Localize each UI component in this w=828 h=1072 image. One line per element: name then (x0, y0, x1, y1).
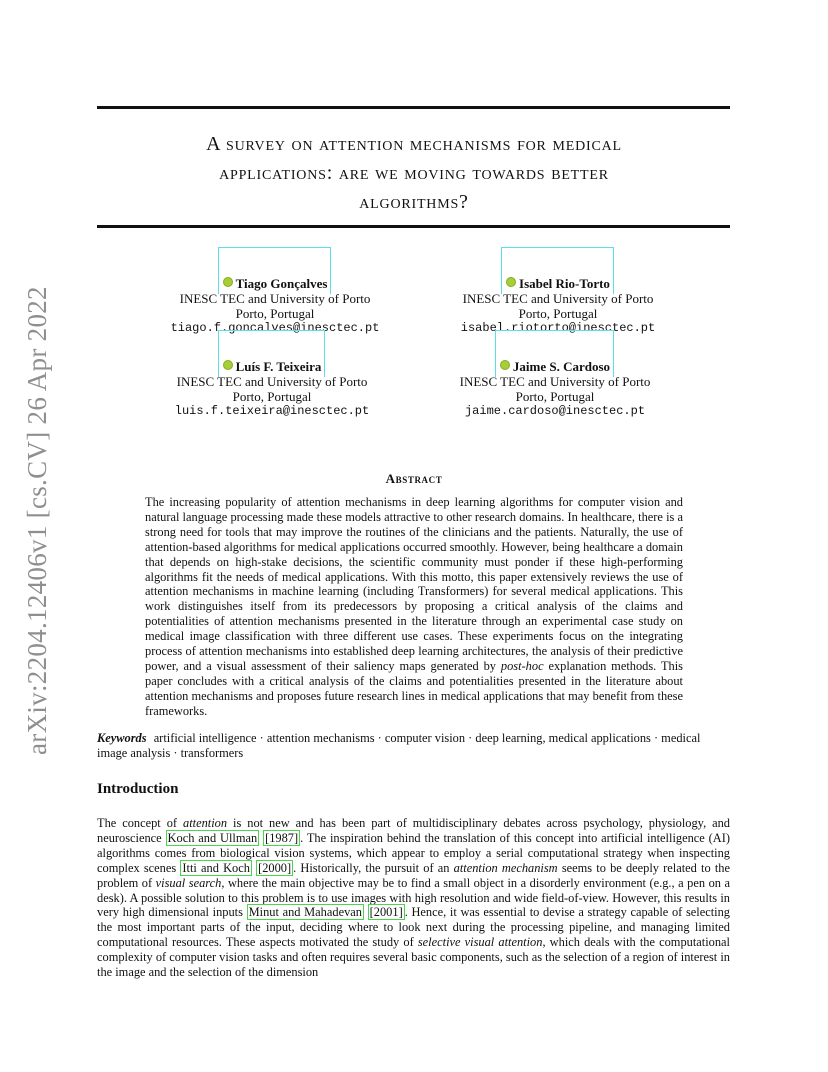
title-rule-bottom (97, 225, 730, 228)
intro-text-part: The concept of (97, 816, 178, 830)
author-location: Porto, Portugal (518, 306, 598, 321)
citation-year-link[interactable]: [1987] (265, 830, 299, 845)
intro-text-part: . Hence, it was essential to devise a strategy capable of selecting the most important parts of the input, deciding where to look next during the processing pipeline, and managing limited computational resources. These aspects motivated the study of (97, 905, 730, 950)
author-location: Porto, Portugal (232, 389, 312, 404)
author-block (125, 276, 425, 336)
keywords-label: Keywords (97, 731, 147, 745)
citation-year-link[interactable]: [2001] (369, 905, 403, 920)
abstract-italic: post-hoc (500, 658, 544, 673)
title-rule-top (97, 106, 730, 109)
author-location: Porto, Portugal (235, 306, 315, 321)
author-name-link[interactable] (504, 276, 612, 291)
keywords-text: artificial intelligence · attention mechanisms · computer vision · deep learning, medical applications · medical image analysis · transformers (97, 731, 701, 760)
title-line: algorithms? (359, 191, 469, 213)
author-name-link[interactable] (498, 359, 612, 374)
introduction-text (97, 816, 730, 980)
author-email[interactable]: luis.f.teixeira@inesctec.pt (174, 404, 370, 418)
intro-italic: selective visual attention (417, 935, 543, 950)
orcid-icon[interactable] (223, 360, 233, 370)
author-affiliation: INESC TEC and University of Porto (459, 374, 651, 389)
paper-title (120, 130, 708, 217)
arxiv-identifier: arXiv:2204.12406v1 [cs.CV] 26 Apr 2022 (22, 286, 52, 755)
citation-link[interactable]: Itti and Koch (182, 860, 250, 875)
author-email[interactable]: isabel.riotorto@inesctec.pt (460, 321, 656, 335)
intro-text-part: is not new and has been part of multidisciplinary debates across psychology, physiology, and neuroscience (97, 816, 731, 845)
section-heading-introduction: Introduction (97, 781, 179, 797)
author-affiliation: INESC TEC and University of Porto (462, 291, 654, 306)
abstract-text-part: explanation methods. This paper concludes with a critical analysis of the claims and potentialities presented in the literature about attention mechanisms and proposes future research lines in medical applications that may benefit from these frameworks. (145, 658, 683, 718)
author-affiliation: INESC TEC and University of Porto (176, 374, 368, 389)
abstract-heading: Abstract (385, 471, 443, 486)
intro-text-part: . The inspiration behind the translation of this concept into artificial intelligence (AI) algorithms comes from biological vision systems, which appear to employ a serial computational strategy when inspecting complex scenes (97, 830, 730, 875)
orcid-icon[interactable] (500, 360, 510, 370)
author-affiliation: INESC TEC and University of Porto (179, 291, 371, 306)
author-name: Luís F. Teixeira (235, 359, 322, 374)
intro-italic: attention mechanism (453, 860, 558, 875)
author-name: Jaime S. Cardoso (512, 359, 611, 374)
author-block (408, 276, 708, 336)
intro-italic: visual search (155, 875, 222, 890)
author-name-link[interactable] (221, 276, 330, 291)
abstract-text-part: The increasing popularity of attention mechanisms in deep learning algorithms for computer vision and natural language processing made these models attractive to other research domains. In healthcare, there is a strong need for tools that may improve the routines of the clinicians and the patients. Naturally, the use of attention-based algorithms for medical applications occurred smoothly. However, being healthcare a domain that depends on high-stake decisions, the scientific community must ponder if these high-performing algorithms fit the needs of medical applications. With this motto, this paper extensively reviews the use of attention mechanisms in machine learning (including Transformers) for several medical applications. This work distinguishes itself from its predecessors by proposing a critical analysis of the claims and potentialities of attention mechanisms presented in the literature through an experimental case study on medical image classification with three different use cases. These experiments focus on the integrating process of attention mechanisms into established deep learning architectures, the analysis of their predictive power, and a visual assessment of their saliency maps generated by (145, 495, 683, 673)
keywords (97, 731, 730, 761)
intro-text-part: , where the main objective may be to find a small object in a disorderly environment (e.g., a pen on a desk). A possible solution to this problem is to use images with high resolution and wide field-of-view. However, this results in very high dimensional inputs (97, 875, 730, 920)
author-email[interactable]: tiago.f.goncalves@inesctec.pt (170, 321, 380, 335)
intro-text-part: seems to be deeply related to the problem of (97, 860, 730, 890)
intro-text-part: . Historically, the pursuit of an (293, 860, 450, 875)
orcid-icon[interactable] (506, 277, 516, 287)
intro-text-part: , which deals with the computational complexity of computer vision tasks and often requires several basic components, such as the selection of a region of interest in the image and the selection of the dimension (97, 935, 730, 980)
author-block (122, 359, 422, 419)
abstract-text (145, 495, 683, 719)
title-line: A survey on attention mechanisms for medical (206, 133, 622, 155)
title-line: applications: are we moving towards better (219, 162, 609, 184)
citation-year-link[interactable]: [2000] (258, 860, 292, 875)
citation-link[interactable]: Minut and Mahadevan (248, 905, 362, 920)
intro-italic: attention (183, 816, 228, 830)
author-block (405, 359, 705, 419)
citation-link[interactable]: Koch and Ullman (167, 830, 258, 845)
author-location: Porto, Portugal (515, 389, 595, 404)
author-name: Isabel Rio-Torto (519, 276, 610, 291)
orcid-icon[interactable] (223, 277, 233, 287)
author-name-link[interactable] (221, 359, 324, 374)
author-name: Tiago Gonçalves (235, 276, 328, 291)
author-email[interactable]: jaime.cardoso@inesctec.pt (464, 404, 646, 418)
